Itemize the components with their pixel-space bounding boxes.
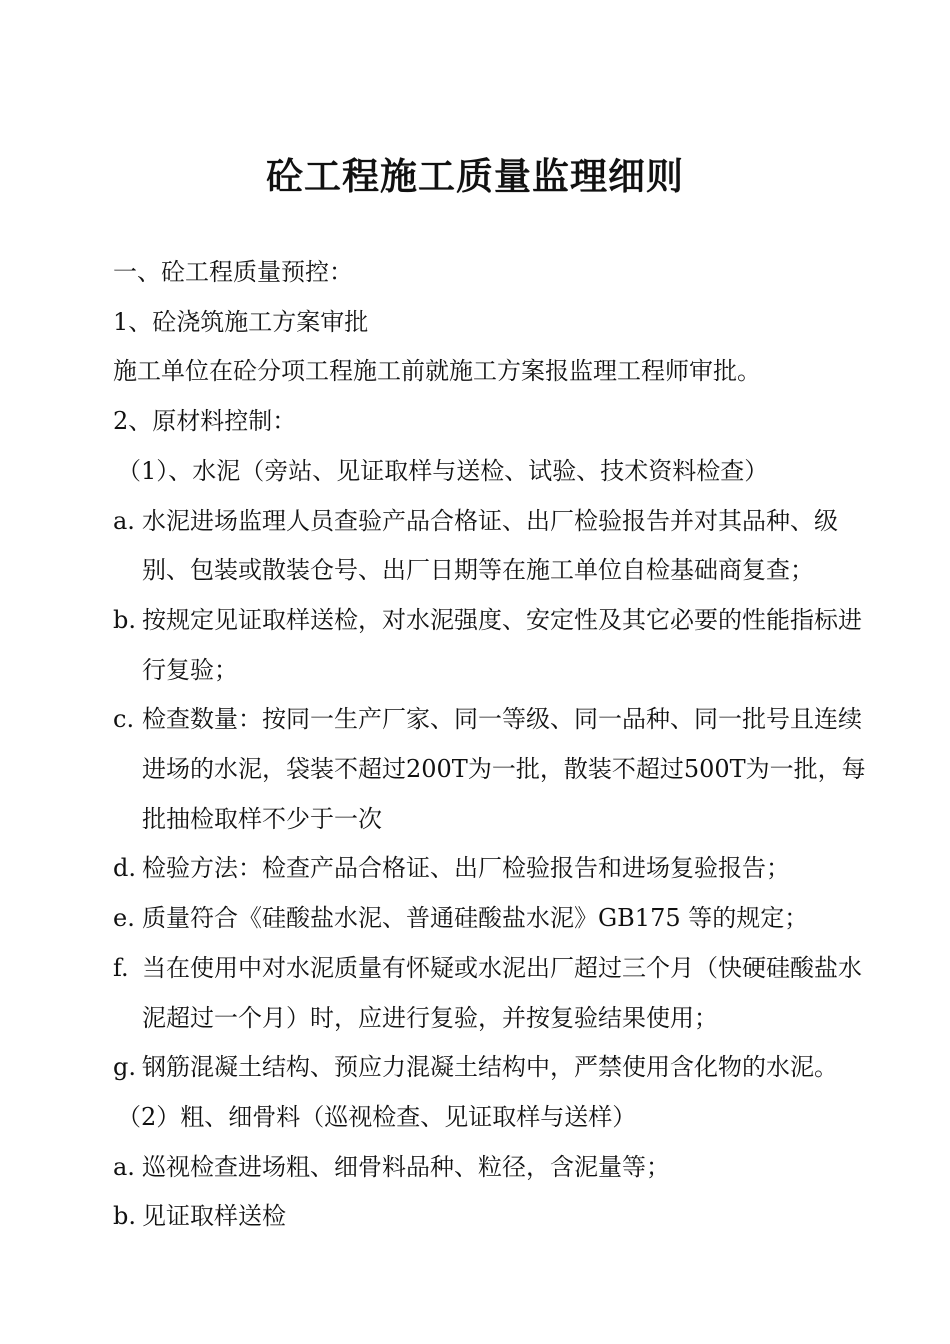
- list-item: [113, 944, 873, 1043]
- list-item-text: 质量符合《硅酸盐水泥、普通硅酸盐水泥》GB175 等的规定；: [142, 904, 809, 933]
- aggregate-heading: （2）粗、细骨料（巡视检查、见证取样与送样）: [117, 1102, 637, 1131]
- list-item-text: 当在使用中对水泥质量有怀疑或水泥出厂超过三个月（快硬硅酸盐水泥超过一个月）时，应进行复验，并按复验结果使用；: [142, 953, 862, 1032]
- list-marker: a.: [113, 506, 135, 535]
- list-item: [113, 695, 873, 844]
- list-item-text: 巡视检查进场粗、细骨料品种、粒径，含泥量等；: [142, 1152, 670, 1181]
- list-item: [113, 1192, 873, 1242]
- cement-heading: （1）、水泥（旁站、见证取样与送检、试验、技术资料检查）: [117, 456, 769, 485]
- list-marker: e.: [113, 904, 135, 933]
- list-item-text: 按规定见证取样送检，对水泥强度、安定性及其它必要的性能指标进行复验；: [142, 605, 862, 684]
- list-marker: f.: [113, 953, 129, 982]
- list-item-text: 钢筋混凝土结构、预应力混凝土结构中，严禁使用含化物的水泥。: [142, 1053, 838, 1082]
- paragraph: 施工单位在砼分项工程施工前就施工方案报监理工程师审批。: [113, 357, 761, 386]
- list-item: [113, 1043, 873, 1093]
- document-title: 砼工程施工质量监理细则: [266, 154, 684, 198]
- list-marker: b.: [113, 605, 136, 634]
- list-item-text: 检验方法：检查产品合格证、出厂检验报告和进场复验报告；: [142, 854, 790, 883]
- subsection-heading-1: 1、砼浇筑施工方案审批: [113, 307, 369, 336]
- list-item: [113, 497, 873, 596]
- list-marker: g.: [113, 1053, 136, 1082]
- list-item-text: 见证取样送检: [142, 1202, 286, 1231]
- list-item: [113, 1143, 873, 1193]
- list-marker: c.: [113, 705, 135, 734]
- list-item-text: 水泥进场监理人员查验产品合格证、出厂检验报告并对其品种、级别、包装或散装仓号、出厂日期等在施工单位自检基础商复查；: [142, 506, 838, 585]
- list-item: [113, 894, 873, 944]
- document-body: [113, 248, 873, 1242]
- subsection-heading-2: 2、原材料控制：: [113, 407, 297, 436]
- list-item-text: 检查数量：按同一生产厂家、同一等级、同一品种、同一批号且连续进场的水泥，袋装不超过200T为一批，散装不超过500T为一批，每批抽检取样不少于一次: [142, 705, 866, 833]
- list-marker: b.: [113, 1202, 136, 1231]
- list-item: [113, 844, 873, 894]
- list-item: [113, 596, 873, 695]
- section-heading: 一、砼工程质量预控：: [113, 258, 353, 286]
- list-marker: d.: [113, 854, 136, 883]
- list-marker: a.: [113, 1152, 135, 1181]
